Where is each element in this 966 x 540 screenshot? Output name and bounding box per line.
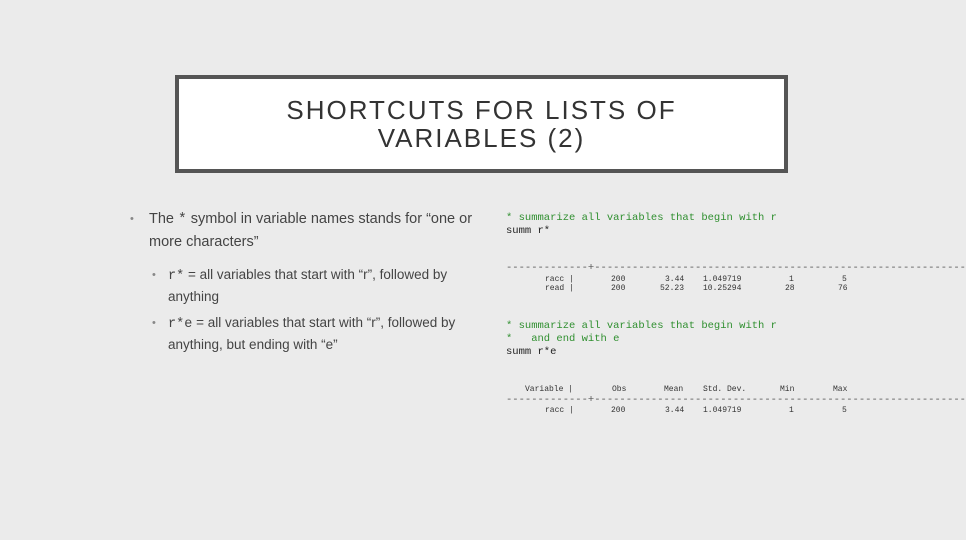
table2-row1-var: racc | <box>545 406 574 415</box>
slide-title-box <box>175 75 788 173</box>
sub-bullet-1-code: r* <box>168 269 185 284</box>
sub-bullet-2-code: r*e <box>168 317 193 332</box>
code2-command: summ r*e <box>506 346 557 358</box>
table2-separator: -------------+----------------------------------------------------------- <box>506 394 966 406</box>
code1-command: summ r* <box>506 225 551 237</box>
sub-bullet-2-text: = all variables that start with “r”, followed by anything, but ending with “e” <box>168 315 456 352</box>
table1-row2-min: 28 <box>785 284 795 293</box>
table2-header-max: Max <box>833 385 848 394</box>
table2-row1-mean: 3.44 <box>665 406 685 415</box>
table1-row1-max: 5 <box>842 275 847 284</box>
sub-bullet-2 <box>152 313 490 355</box>
table1-row1-sd: 1.049719 <box>703 275 742 284</box>
table1-row1-var: racc | <box>545 275 574 284</box>
table1-row2-sd: 10.25294 <box>703 284 742 293</box>
sub-bullet-list <box>152 265 490 355</box>
code1-comment: * summarize all variables that begin with r <box>506 212 777 224</box>
code2-comment-line1: * summarize all variables that begin with r <box>506 320 777 332</box>
bullet-dot-icon: • <box>152 269 156 281</box>
slide-title-line1: SHORTCUTS FOR LISTS OF <box>286 95 677 125</box>
bullet-dot-icon: • <box>130 213 134 225</box>
slide-title-line2: VARIABLES (2) <box>377 123 586 153</box>
bullet-list <box>130 208 490 361</box>
table2-header-mean: Mean <box>664 385 684 394</box>
table2-row1-sd: 1.049719 <box>703 406 742 415</box>
table2-row1-obs: 200 <box>611 406 626 415</box>
table1-row1-obs: 200 <box>611 275 626 284</box>
bullet-main-suffix: symbol in variable names stands for “one or more characters” <box>149 211 473 250</box>
table1-separator: -------------+----------------------------------------------------------- <box>506 262 966 274</box>
slide-title <box>286 96 676 152</box>
table1-row2-var: read | <box>545 284 574 293</box>
sub-bullet-1 <box>152 265 490 307</box>
sub-bullet-1-text: = all variables that start with “r”, followed by anything <box>168 267 448 304</box>
bullet-main-code: * <box>178 212 187 228</box>
table2-header-obs: Obs <box>612 385 627 394</box>
table1-row1-mean: 3.44 <box>665 275 685 284</box>
table1-row2-mean: 52.23 <box>660 284 685 293</box>
table1-row1-min: 1 <box>789 275 794 284</box>
table2-header-sd: Std. Dev. <box>703 385 747 394</box>
table1-row2-max: 76 <box>838 284 848 293</box>
bullet-main-prefix: The <box>149 211 179 227</box>
table2-header-var: Variable | <box>525 385 574 394</box>
table2-row1-max: 5 <box>842 406 847 415</box>
table2-row1-min: 1 <box>789 406 794 415</box>
table2-header-min: Min <box>780 385 795 394</box>
bullet-main <box>130 208 490 253</box>
code2-comment-line2: * and end with e <box>506 333 620 345</box>
bullet-dot-icon: • <box>152 317 156 329</box>
table1-row2-obs: 200 <box>611 284 626 293</box>
